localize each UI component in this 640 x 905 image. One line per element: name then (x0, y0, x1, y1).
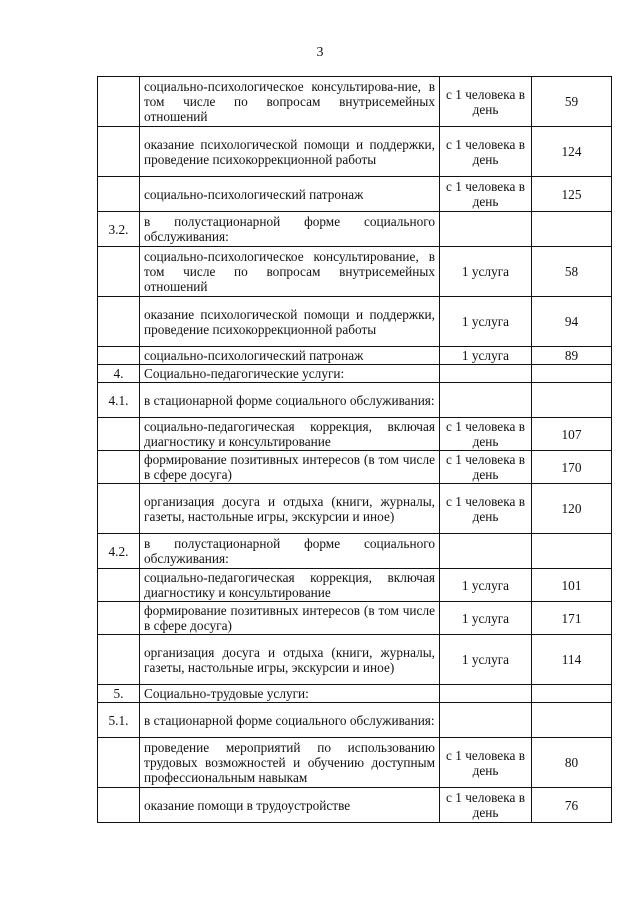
tariff-value-cell: 94 (532, 297, 612, 347)
services-table-body (98, 77, 612, 823)
tariff-value-cell: 114 (532, 635, 612, 685)
tariff-value-cell (532, 365, 612, 383)
tariff-value-cell: 58 (532, 247, 612, 297)
row-number-cell (98, 635, 140, 685)
service-name-cell: проведение мероприятий по использованию трудовых возможностей и обучению доступным профессиональным навыкам (140, 738, 440, 788)
table-row (98, 738, 612, 788)
unit-cell: с 1 человека в день (440, 451, 532, 484)
unit-cell: с 1 человека в день (440, 77, 532, 127)
unit-cell (440, 703, 532, 738)
service-name-cell: социально-психологическое консультирова-ние, в том числе по вопросам внутрисемейных отношений (140, 77, 440, 127)
table-row (98, 788, 612, 823)
unit-cell: 1 услуга (440, 347, 532, 365)
service-name-cell: в полустационарной форме социального обслуживания: (140, 212, 440, 247)
service-name-cell: оказание помощи в трудоустройстве (140, 788, 440, 823)
table-row (98, 451, 612, 484)
table-row (98, 297, 612, 347)
row-number-cell (98, 569, 140, 602)
table-row (98, 383, 612, 418)
tariff-value-cell: 120 (532, 484, 612, 534)
row-number-cell: 4. (98, 365, 140, 383)
tariff-value-cell: 107 (532, 418, 612, 451)
service-name-cell: Социально-трудовые услуги: (140, 685, 440, 703)
service-name-cell: в полустационарной форме социального обслуживания: (140, 534, 440, 569)
table-row (98, 418, 612, 451)
unit-cell (440, 383, 532, 418)
row-number-cell: 5.1. (98, 703, 140, 738)
service-name-cell: социально-педагогическая коррекция, включая диагностику и консультирование (140, 418, 440, 451)
tariff-value-cell: 125 (532, 177, 612, 212)
service-name-cell: организация досуга и отдыха (книги, журналы, газеты, настольные игры, экскурсии и иное) (140, 484, 440, 534)
table-row (98, 569, 612, 602)
service-name-cell: социально-психологическое консультирование, в том числе по вопросам внутрисемейных отношений (140, 247, 440, 297)
table-row (98, 635, 612, 685)
service-name-cell: формирование позитивных интересов (в том числе в сфере досуга) (140, 602, 440, 635)
service-name-cell: Социально-педагогические услуги: (140, 365, 440, 383)
unit-cell: 1 услуга (440, 247, 532, 297)
unit-cell: 1 услуга (440, 297, 532, 347)
table-row (98, 484, 612, 534)
unit-cell: с 1 человека в день (440, 177, 532, 212)
table-row (98, 247, 612, 297)
tariff-value-cell (532, 703, 612, 738)
tariff-value-cell: 76 (532, 788, 612, 823)
service-name-cell: социально-психологический патронаж (140, 347, 440, 365)
row-number-cell (98, 127, 140, 177)
service-name-cell: в стационарной форме социального обслуживания: (140, 703, 440, 738)
service-name-cell: оказание психологической помощи и поддержки, проведение психокоррекционной работы (140, 297, 440, 347)
services-table (97, 76, 612, 823)
unit-cell: с 1 человека в день (440, 127, 532, 177)
unit-cell (440, 365, 532, 383)
row-number-cell (98, 77, 140, 127)
tariff-value-cell (532, 534, 612, 569)
tariff-value-cell: 124 (532, 127, 612, 177)
service-name-cell: в стационарной форме социального обслуживания: (140, 383, 440, 418)
row-number-cell: 3.2. (98, 212, 140, 247)
row-number-cell (98, 484, 140, 534)
page-number: 3 (316, 45, 324, 60)
tariff-value-cell (532, 383, 612, 418)
unit-cell (440, 534, 532, 569)
unit-cell: с 1 человека в день (440, 738, 532, 788)
unit-cell: 1 услуга (440, 569, 532, 602)
unit-cell (440, 685, 532, 703)
service-name-cell: организация досуга и отдыха (книги, журналы, газеты, настольные игры, экскурсии и иное) (140, 635, 440, 685)
table-row (98, 347, 612, 365)
table-row (98, 365, 612, 383)
table-row (98, 177, 612, 212)
unit-cell: 1 услуга (440, 635, 532, 685)
tariff-value-cell: 171 (532, 602, 612, 635)
unit-cell (440, 212, 532, 247)
row-number-cell: 4.2. (98, 534, 140, 569)
row-number-cell (98, 451, 140, 484)
service-name-cell: социально-педагогическая коррекция, включая диагностику и консультирование (140, 569, 440, 602)
service-name-cell: социально-психологический патронаж (140, 177, 440, 212)
row-number-cell (98, 347, 140, 365)
row-number-cell: 4.1. (98, 383, 140, 418)
table-row (98, 703, 612, 738)
tariff-value-cell: 170 (532, 451, 612, 484)
unit-cell: с 1 человека в день (440, 788, 532, 823)
table-row (98, 77, 612, 127)
service-name-cell: формирование позитивных интересов (в том числе в сфере досуга) (140, 451, 440, 484)
row-number-cell (98, 247, 140, 297)
tariff-value-cell (532, 685, 612, 703)
unit-cell: 1 услуга (440, 602, 532, 635)
tariff-value-cell: 59 (532, 77, 612, 127)
tariff-value-cell: 89 (532, 347, 612, 365)
row-number-cell (98, 418, 140, 451)
row-number-cell (98, 297, 140, 347)
service-name-cell: оказание психологической помощи и поддержки, проведение психокоррекционной работы (140, 127, 440, 177)
row-number-cell (98, 738, 140, 788)
tariff-value-cell: 101 (532, 569, 612, 602)
row-number-cell (98, 788, 140, 823)
table-row (98, 127, 612, 177)
table-row (98, 212, 612, 247)
table-row (98, 534, 612, 569)
table-row (98, 602, 612, 635)
tariff-value-cell: 80 (532, 738, 612, 788)
row-number-cell (98, 177, 140, 212)
row-number-cell (98, 602, 140, 635)
unit-cell: с 1 человека в день (440, 418, 532, 451)
unit-cell: с 1 человека в день (440, 484, 532, 534)
table-row (98, 685, 612, 703)
row-number-cell: 5. (98, 685, 140, 703)
tariff-value-cell (532, 212, 612, 247)
